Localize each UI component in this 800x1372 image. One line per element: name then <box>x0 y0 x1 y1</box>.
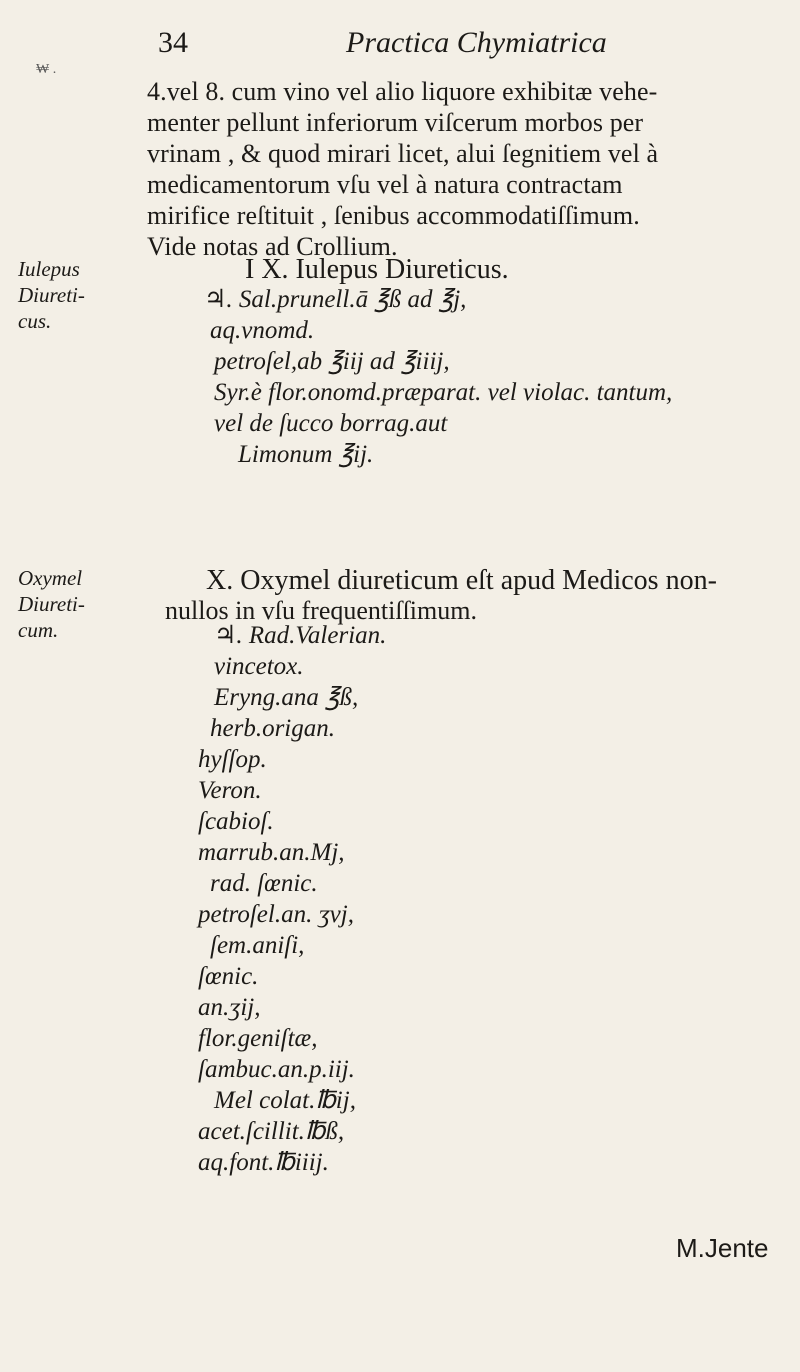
recipe-line: ſem.aniſi, <box>210 932 305 959</box>
recipe-oxymel <box>190 620 750 1178</box>
recipe-line: an.ʒij, <box>198 994 261 1021</box>
corner-mark: ₩ . <box>36 62 57 77</box>
recipe-line: hyſſop. <box>198 746 267 773</box>
margin-note-line: Diureti- <box>18 283 85 307</box>
recipe-line: ſcabioſ. <box>198 808 274 835</box>
section-heading-x: X. Oxymel diureticum eſt apud Medicos non- <box>206 565 717 596</box>
margin-note-line: cus. <box>18 309 52 333</box>
margin-note-line: Iulepus <box>18 257 80 281</box>
recipe-line: Veron. <box>198 777 262 804</box>
recipe-line: vincetox. <box>214 653 304 680</box>
catchword: M.Jente <box>676 1233 769 1263</box>
paragraph-1 <box>147 76 787 262</box>
margin-note-iulepus <box>18 256 136 334</box>
text-line: 4.vel 8. cum vino vel alio liquore exhibitæ vehe- <box>147 77 658 106</box>
recipe-line: aq.vnomd. <box>210 317 315 344</box>
recipe-line: acet.ſcillit.℔ß, <box>198 1118 345 1145</box>
text-line: vrinam , & quod mirari licet, alui ſegnitiem vel à <box>147 139 659 168</box>
section-heading-ix: I X. Iulepus Diureticus. <box>245 254 509 285</box>
recipe-line: ſambuc.an.p.iij. <box>198 1056 355 1083</box>
page-number: 34 <box>158 26 188 59</box>
margin-note-line: Oxymel <box>18 566 83 590</box>
recipe-line: rad. ſœnic. <box>210 870 318 897</box>
recipe-line: vel de ſucco borrag.aut <box>214 410 448 437</box>
recipe-iulepus <box>190 284 750 470</box>
margin-note-line: cum. <box>18 618 59 642</box>
recipe-line: Eryng.ana ℥ß, <box>214 684 359 711</box>
running-title: Practica Chymiatrica <box>346 26 607 59</box>
recipe-line: petroſel,ab ℥iij ad ℥iiij, <box>214 348 450 375</box>
margin-note-oxymel <box>18 565 136 643</box>
recipe-line: ♃. Rad.Valerian. <box>214 622 387 649</box>
section-x-continuation: nullos in vſu frequentiſſimum. <box>165 596 477 625</box>
recipe-line: herb.origan. <box>210 715 335 742</box>
margin-note-line: Diureti- <box>18 592 85 616</box>
recipe-line: Limonum ℥ij. <box>238 441 374 468</box>
text-line: medicamentorum vſu vel à natura contractam <box>147 170 623 199</box>
page-header <box>150 22 630 66</box>
recipe-line: marrub.an.Mj, <box>198 839 345 866</box>
text-line: mirifice reſtituit , ſenibus accommodatiſſimum. <box>147 201 640 230</box>
recipe-line: ♃. Sal.prunell.ā ℥ß ad ℥j, <box>204 286 467 313</box>
recipe-line: Mel colat.℔ij, <box>214 1087 356 1114</box>
recipe-line: aq.font.℔iiij. <box>198 1149 329 1176</box>
recipe-line: Syr.è flor.onomd.præparat. vel violac. tantum, <box>214 379 673 406</box>
text-line: Vide notas ad Crollium. <box>147 232 398 261</box>
recipe-line: petroſel.an. ʒvj, <box>198 901 354 928</box>
text-line: menter pellunt inferiorum viſcerum morbos per <box>147 108 644 137</box>
recipe-line: ſœnic. <box>198 963 259 990</box>
recipe-line: flor.geniſtæ, <box>198 1025 318 1052</box>
